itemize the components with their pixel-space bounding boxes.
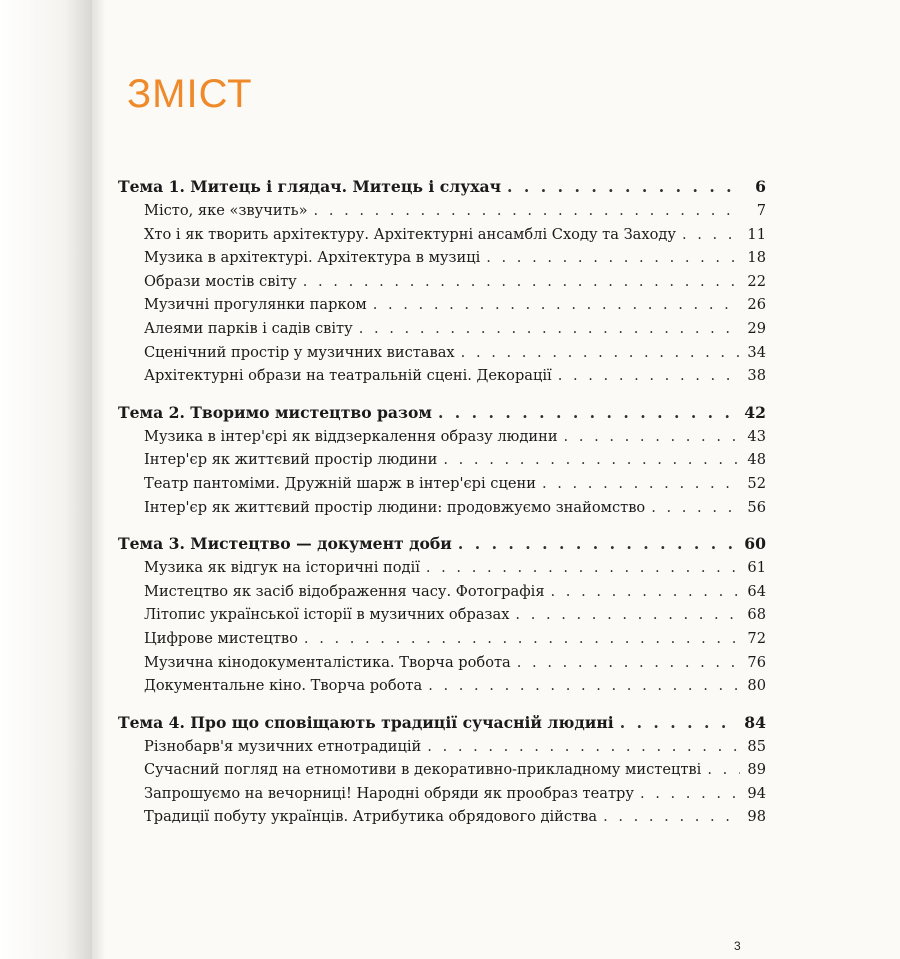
toc-entry[interactable] [118, 293, 766, 317]
toc-entry[interactable] [118, 674, 766, 698]
toc-entry-label: Музика в архітектурі. Архітектура в музиці [144, 249, 481, 267]
toc-entry[interactable] [118, 805, 766, 829]
toc-heading[interactable] [118, 400, 766, 425]
dot-leader [461, 341, 740, 365]
toc-heading-label: Тема 2. Творимо мистецтво разом [118, 402, 432, 422]
dot-leader [314, 199, 740, 223]
toc-entry-label: Місто, яке «звучить» [144, 202, 308, 219]
toc-page-number: 42 [744, 402, 766, 422]
toc-page-number: 18 [747, 249, 766, 267]
toc-entry[interactable] [118, 448, 766, 472]
toc-entry[interactable] [118, 341, 766, 365]
dot-leader [486, 246, 740, 270]
toc-entry[interactable] [118, 496, 766, 520]
dot-leader [359, 317, 740, 341]
dot-leader [640, 782, 740, 806]
toc-page-number: 29 [747, 319, 766, 337]
toc-entry[interactable] [118, 782, 766, 806]
page-number: 3 [734, 939, 741, 953]
toc-entry-label: Музичні прогулянки парком [144, 296, 367, 314]
toc-page-number: 64 [747, 582, 766, 600]
toc-entry-label: Запрошуємо на вечорниці! Народні обряди як прообраз театру [144, 784, 634, 802]
toc-entry[interactable] [118, 199, 766, 223]
toc-entry-label: Документальне кіно. Творча робота [144, 677, 423, 695]
toc-page-number: 11 [747, 225, 766, 243]
toc-entry[interactable] [118, 758, 766, 782]
toc-entry-label: Мистецтво як засіб відображення часу. Фотографія [144, 582, 545, 600]
toc-page-number: 38 [747, 367, 766, 385]
dot-leader [564, 425, 740, 449]
toc-page-number: 89 [747, 761, 766, 779]
toc-entry[interactable] [118, 425, 766, 449]
dot-leader [458, 531, 738, 556]
dot-leader [373, 293, 740, 317]
toc-entry-label: Цифрове мистецтво [144, 629, 298, 647]
toc-page-number: 61 [747, 559, 766, 577]
toc-page-number: 52 [747, 474, 766, 492]
toc-page-number: 85 [747, 737, 766, 755]
toc-heading-label: Тема 1. Митець і глядач. Митець і слухач [118, 177, 502, 196]
toc-page-number: 43 [747, 427, 766, 445]
toc-entry-label: Музична кінодокументалістика. Творча робота [144, 653, 511, 671]
dot-leader [303, 270, 740, 294]
toc-page-number: 26 [747, 296, 766, 314]
toc-heading-label: Тема 3. Мистецтво — документ доби [118, 534, 452, 554]
dot-leader [682, 223, 740, 247]
toc-page-number: 80 [747, 677, 766, 695]
toc-page-number: 22 [747, 272, 766, 290]
toc-entry-label: Театр пантоміми. Дружній шарж в інтер'єрі сцени [144, 474, 536, 492]
dot-leader [551, 580, 740, 604]
toc-page-number: 48 [747, 451, 766, 469]
toc-entry[interactable] [118, 270, 766, 294]
toc-entry[interactable] [118, 627, 766, 651]
toc-page-number: 34 [747, 343, 766, 361]
dot-leader [707, 758, 740, 782]
toc-entry-label: Різнобарв'я музичних етнотрадицій [144, 737, 422, 755]
toc-page-number: 72 [747, 629, 766, 647]
toc-entry-label: Сучасний погляд на етномотиви в декоративно-прикладному мистецтві [144, 761, 702, 779]
toc-entry-label: Інтер'єр як життєвий простір людини: продовжуємо знайомство [144, 498, 646, 516]
toc-entry[interactable] [118, 651, 766, 675]
toc-entry[interactable] [118, 472, 766, 496]
toc-entry[interactable] [118, 556, 766, 580]
dot-leader [438, 400, 738, 425]
toc-section-3 [118, 531, 766, 698]
toc-entry[interactable] [118, 735, 766, 759]
dot-leader [427, 735, 740, 759]
dot-leader [426, 556, 740, 580]
dot-leader [304, 627, 740, 651]
toc-entry-label: Музика як відгук на історичні події [144, 559, 420, 577]
toc-heading[interactable] [118, 174, 766, 199]
toc-heading[interactable] [118, 710, 766, 735]
toc-section-1 [118, 174, 766, 388]
page-shadow [92, 0, 106, 959]
toc-heading-label: Тема 4. Про що сповіщають традиції сучасній людині [118, 712, 614, 732]
toc-entry-label: Архітектурні образи на театральній сцені. Декорації [144, 367, 552, 385]
toc-entry-label: Літопис української історії в музичних образах [144, 606, 510, 624]
table-of-contents [118, 174, 766, 841]
toc-entry[interactable] [118, 580, 766, 604]
toc-page-number: 7 [756, 202, 766, 219]
toc-entry-label: Сценічний простір у музичних виставах [144, 343, 455, 361]
dot-leader [542, 472, 740, 496]
page-gutter [0, 0, 92, 959]
toc-entry-label: Традиції побуту українців. Атрибутика обрядового дійства [144, 808, 598, 826]
toc-page-number: 6 [755, 177, 766, 196]
toc-entry-label: Музика в інтер'єрі як віддзеркалення образу людини [144, 427, 558, 445]
toc-entry-label: Інтер'єр як життєвий простір людини [144, 451, 438, 469]
dot-leader [620, 710, 739, 735]
toc-entry-label: Хто і як творить архітектуру. Архітектурні ансамблі Сходу та Заходу [144, 225, 676, 243]
dot-leader [443, 448, 740, 472]
dot-leader [507, 174, 740, 199]
toc-entry[interactable] [118, 223, 766, 247]
dot-leader [517, 651, 740, 675]
toc-section-2 [118, 400, 766, 519]
toc-entry-label: Образи мостів світу [144, 272, 297, 290]
toc-page-number: 68 [747, 606, 766, 624]
dot-leader [428, 674, 740, 698]
toc-page-number: 84 [744, 712, 766, 732]
toc-heading[interactable] [118, 531, 766, 556]
dot-leader [558, 364, 740, 388]
toc-section-4 [118, 710, 766, 829]
toc-page-number: 98 [747, 808, 766, 826]
toc-entry[interactable] [118, 317, 766, 341]
toc-page-number: 94 [747, 784, 766, 802]
dot-leader [603, 805, 740, 829]
toc-entry[interactable] [118, 364, 766, 388]
page-title: ЗМІСТ [127, 72, 253, 116]
toc-page-number: 60 [744, 534, 766, 554]
toc-entry[interactable] [118, 603, 766, 627]
toc-entry[interactable] [118, 246, 766, 270]
toc-entry-label: Алеями парків і садів світу [144, 319, 353, 337]
toc-page-number: 76 [747, 653, 766, 671]
dot-leader [515, 603, 740, 627]
toc-page-number: 56 [747, 498, 766, 516]
dot-leader [651, 496, 740, 520]
